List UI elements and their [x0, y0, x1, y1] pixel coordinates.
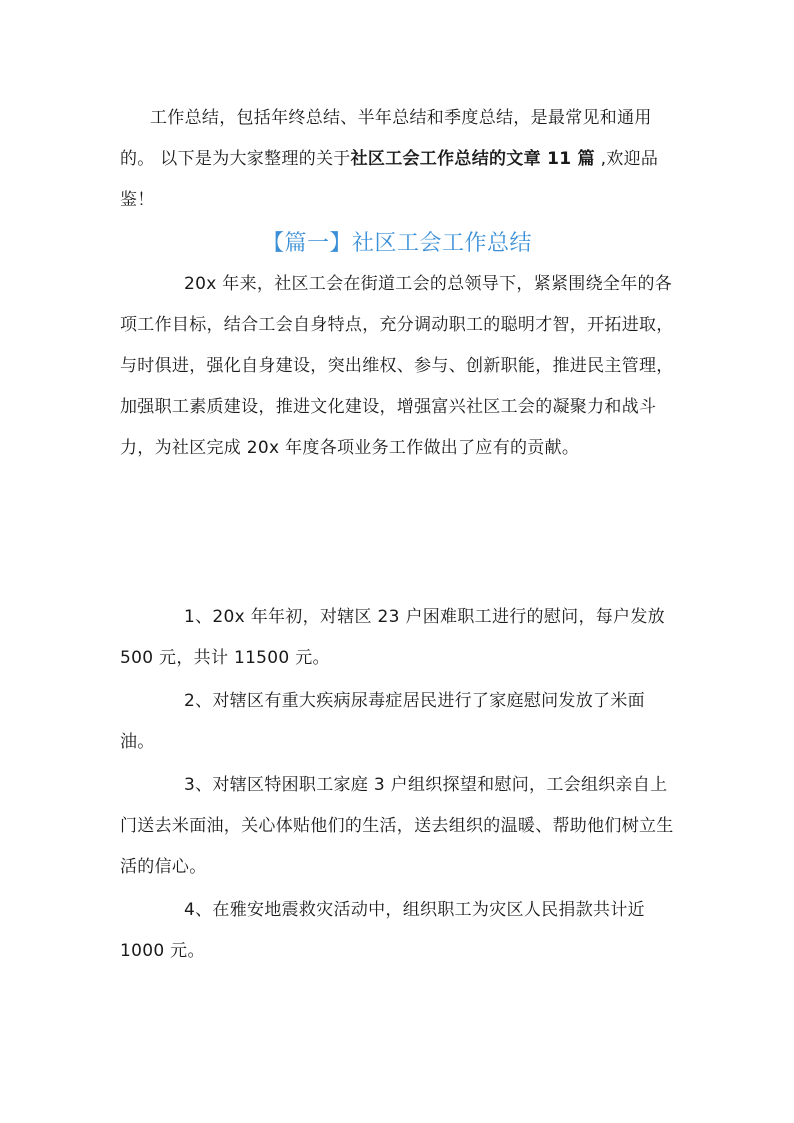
summary-paragraph: 20x 年来，社区工会在街道工会的总领导下，紧紧围绕全年的各项工作目标，结合工会自身特点，充分调动职工的聪明才智，开拓进取，与时俱进，强化自身建设，突出维权、参与、创新职能，推进民主管理，加强职工素质建设，推进文化建设，增强富兴社区工会的凝聚力和战斗力，为社区完成 20x 年度各项业务工作做出了应有的贡献。	[120, 274, 674, 458]
list-item: 4、在雅安地震救灾活动中，组织职工为灾区人民捐款共计近 1000 元。	[120, 900, 645, 961]
intro-paragraph	[120, 98, 676, 221]
intro-bold-title: 社区工会工作总结的文章 11 篇	[350, 149, 595, 169]
list-item: 2、对辖区有重大疾病尿毒症居民进行了家庭慰问发放了米面油。	[120, 691, 645, 752]
intro-text-before: 工作总结，包括年终总结、半年总结和季度总结，是最常见和通用的。 以下是为大家整理的关于	[120, 108, 652, 169]
list-item: 1、20x 年年初，对辖区 23 户困难职工进行的慰问，每户发放 500 元，共计 11500 元。	[120, 607, 665, 668]
section-heading: 【篇一】社区工会工作总结	[261, 231, 532, 256]
intro-text-after: ,欢迎品鉴！	[120, 149, 659, 210]
list-item: 3、对辖区特困职工家庭 3 户组织探望和慰问，工会组织亲自上门送去米面油，关心体贴他们的生活，送去组织的温暖、帮助他们树立生活的信心。	[120, 775, 674, 877]
